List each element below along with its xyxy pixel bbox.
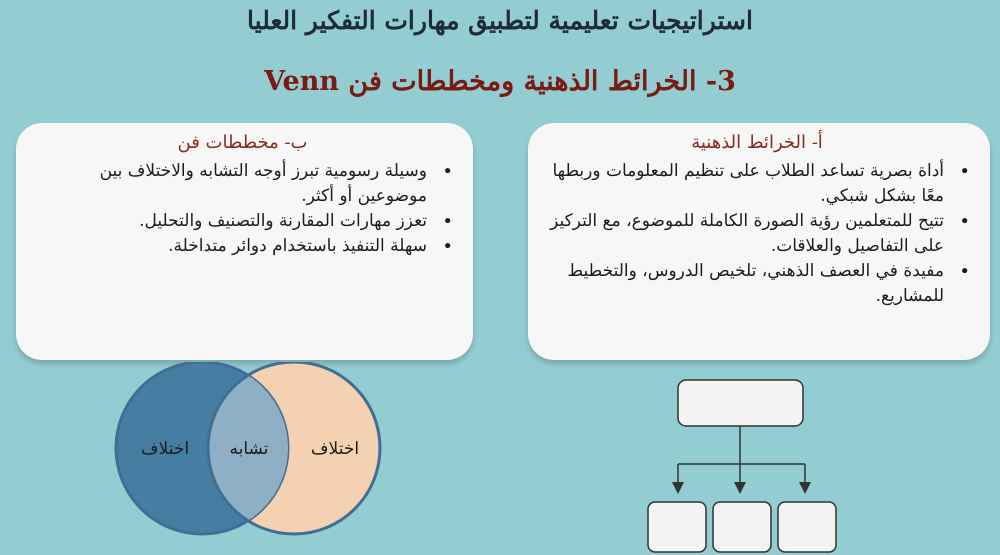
mind-maps-card [528,123,990,360]
root-node [678,380,803,426]
arrow-down-icon [672,482,684,494]
venn-center-label: تشابه [229,439,269,459]
child-node [648,502,706,552]
venn-diagrams-heading: ب- مخططات فن [177,132,308,153]
venn-diagram [110,362,400,542]
mind-maps-list [540,159,974,309]
list-item: • تتيح للمتعلمين رؤية الصورة الكاملة للموضوع، مع التركيز على التفاصيل والعلاقات. [540,209,974,259]
list-item: • أداة بصرية تساعد الطلاب على تنظيم المعلومات وربطها معًا بشكل شبكي. [540,159,974,209]
child-node [713,502,771,552]
page-title: استراتيجيات تعليمية لتطبيق مهارات التفكير العليا [247,6,753,35]
child-node [778,502,836,552]
list-item: • تعزز مهارات المقارنة والتصنيف والتحليل. [88,209,457,234]
venn-right-label: اختلاف [310,439,360,459]
venn-diagrams-card [16,123,473,360]
mind-maps-heading: أ- الخرائط الذهنية [691,132,823,153]
arrow-down-icon [734,482,746,494]
section-title: 3- الخرائط الذهنية ومخططات فن Venn [264,66,736,97]
venn-left-label: اختلاف [140,439,190,459]
list-item: • وسيلة رسومية تبرز أوجه التشابه والاختلاف بين موضوعين أو أكثر. [88,159,457,209]
arrow-down-icon [799,482,811,494]
mind-map-illustration [640,372,840,555]
list-item: • مفيدة في العصف الذهني، تلخيص الدروس، والتخطيط للمشاريع. [540,259,974,309]
venn-diagrams-list [28,159,457,259]
list-item: • سهلة التنفيذ باستخدام دوائر متداخلة. [88,234,457,259]
